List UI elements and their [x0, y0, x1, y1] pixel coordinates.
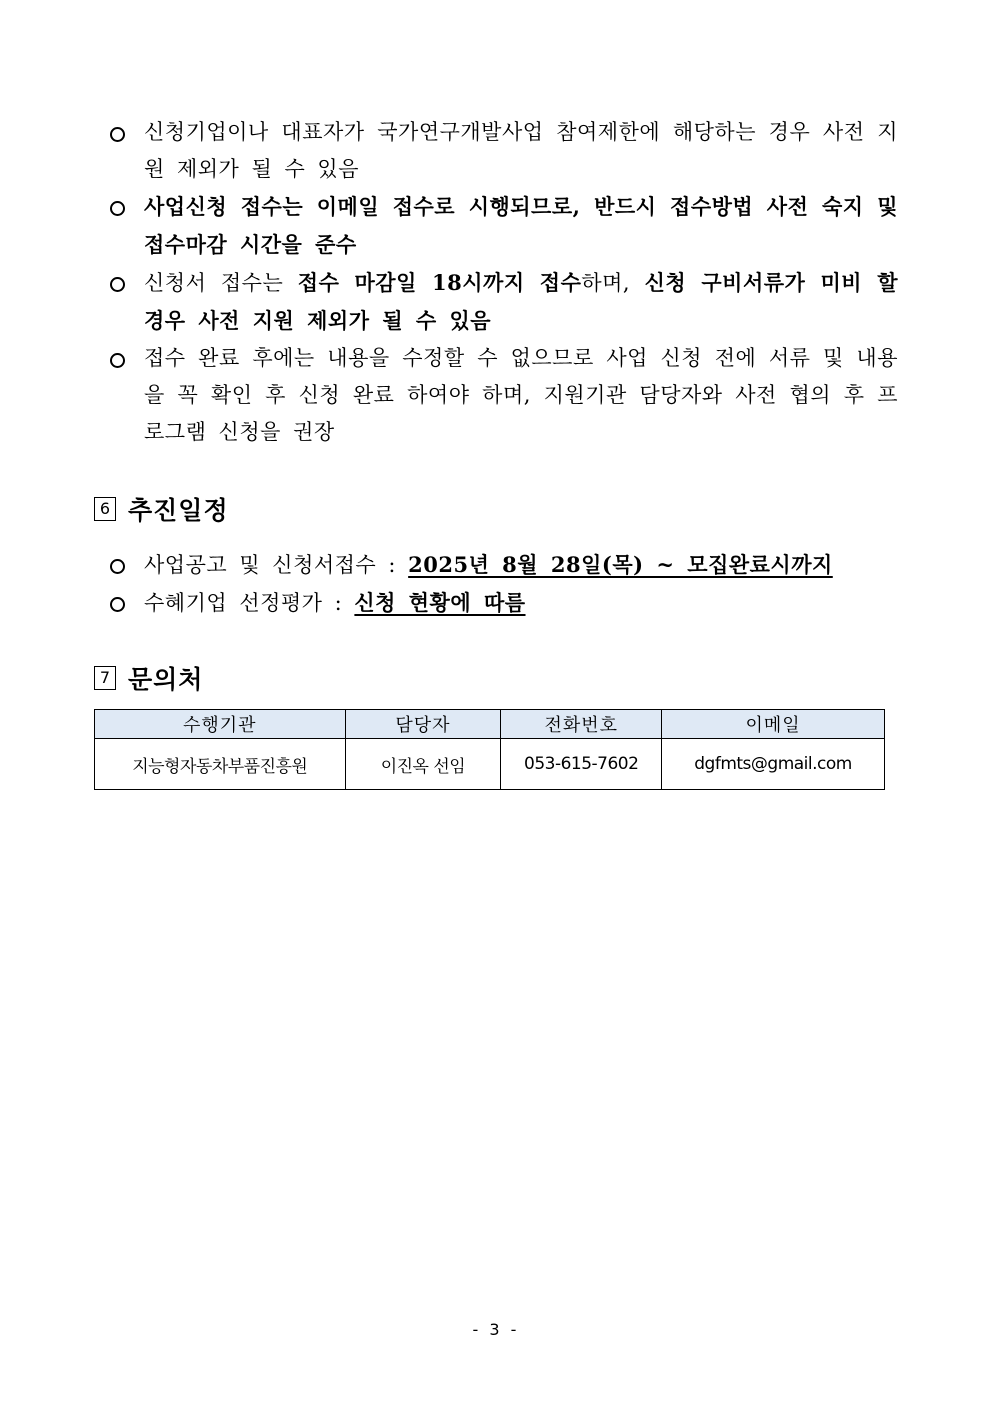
- contact-person-cell: 이진옥 선임: [345, 739, 501, 790]
- page-number: - 3 -: [472, 1320, 520, 1339]
- note-text: 신청 구비서류가 미비 할 경우 사전 지원 제외가 될 수 있음: [144, 270, 898, 333]
- note-item: [108, 188, 898, 264]
- circle-bullet-icon: [108, 340, 128, 377]
- schedule-label: 수혜기업 선정평가 :: [144, 591, 355, 615]
- section-number: 7: [94, 666, 116, 690]
- circle-bullet-icon: [108, 114, 128, 151]
- note-text: 접수 완료 후에는 내용을 수정할 수 없으므로 사업 신청 전에 서류 및 내용을 꼭 확인 후 신청 완료 하여야 하며, 지원기관 담당자와 사전 협의 후 프로그램 신청을 권장: [144, 346, 898, 444]
- note-item: [108, 114, 898, 188]
- note-text: 신청기업이나 대표자가 국가연구개발사업 참여제한에 해당하는 경우 사전 지원 제외가 될 수 있음: [144, 120, 898, 181]
- column-header-contact-person: 담당자: [345, 710, 501, 739]
- section-title: 문의처: [128, 665, 204, 694]
- note-text: 신청서 접수는: [144, 271, 298, 295]
- column-header-phone: 전화번호: [501, 710, 662, 739]
- schedule-list: [108, 546, 898, 622]
- circle-bullet-icon: [108, 584, 128, 621]
- note-text: 접수 마감일 18시까지 접수: [297, 270, 582, 295]
- column-header-agency: 수행기관: [95, 710, 346, 739]
- email-cell: dgfmts@gmail.com: [662, 739, 885, 790]
- schedule-item: [108, 584, 898, 622]
- schedule-value: 2025년 8월 28일(목) ~ 모집완료시까지: [408, 552, 833, 577]
- circle-bullet-icon: [108, 188, 128, 225]
- note-item: [108, 340, 898, 451]
- phone-cell: 053-615-7602: [501, 739, 662, 790]
- column-header-email: 이메일: [662, 710, 885, 739]
- table-row: [95, 739, 885, 790]
- contact-table: [94, 709, 885, 790]
- note-item: [108, 264, 898, 340]
- circle-bullet-icon: [108, 264, 128, 301]
- note-text: 사업신청 접수는 이메일 접수로 시행되므로, 반드시 접수방법 사전 숙지 및 접수마감 시간을 준수: [144, 194, 898, 257]
- section-6-heading: [94, 491, 229, 527]
- note-text: 하며,: [581, 271, 645, 295]
- circle-bullet-icon: [108, 546, 128, 583]
- section-number: 6: [94, 497, 116, 521]
- table-header-row: [95, 710, 885, 739]
- section-title: 추진일정: [128, 496, 229, 525]
- section-7-heading: [94, 660, 203, 696]
- schedule-value: 신청 현황에 따름: [354, 590, 526, 615]
- schedule-item: [108, 546, 898, 584]
- agency-cell: 지능형자동차부품진흥원: [95, 739, 346, 790]
- notes-list: [108, 114, 898, 451]
- schedule-label: 사업공고 및 신청서접수 :: [144, 553, 409, 577]
